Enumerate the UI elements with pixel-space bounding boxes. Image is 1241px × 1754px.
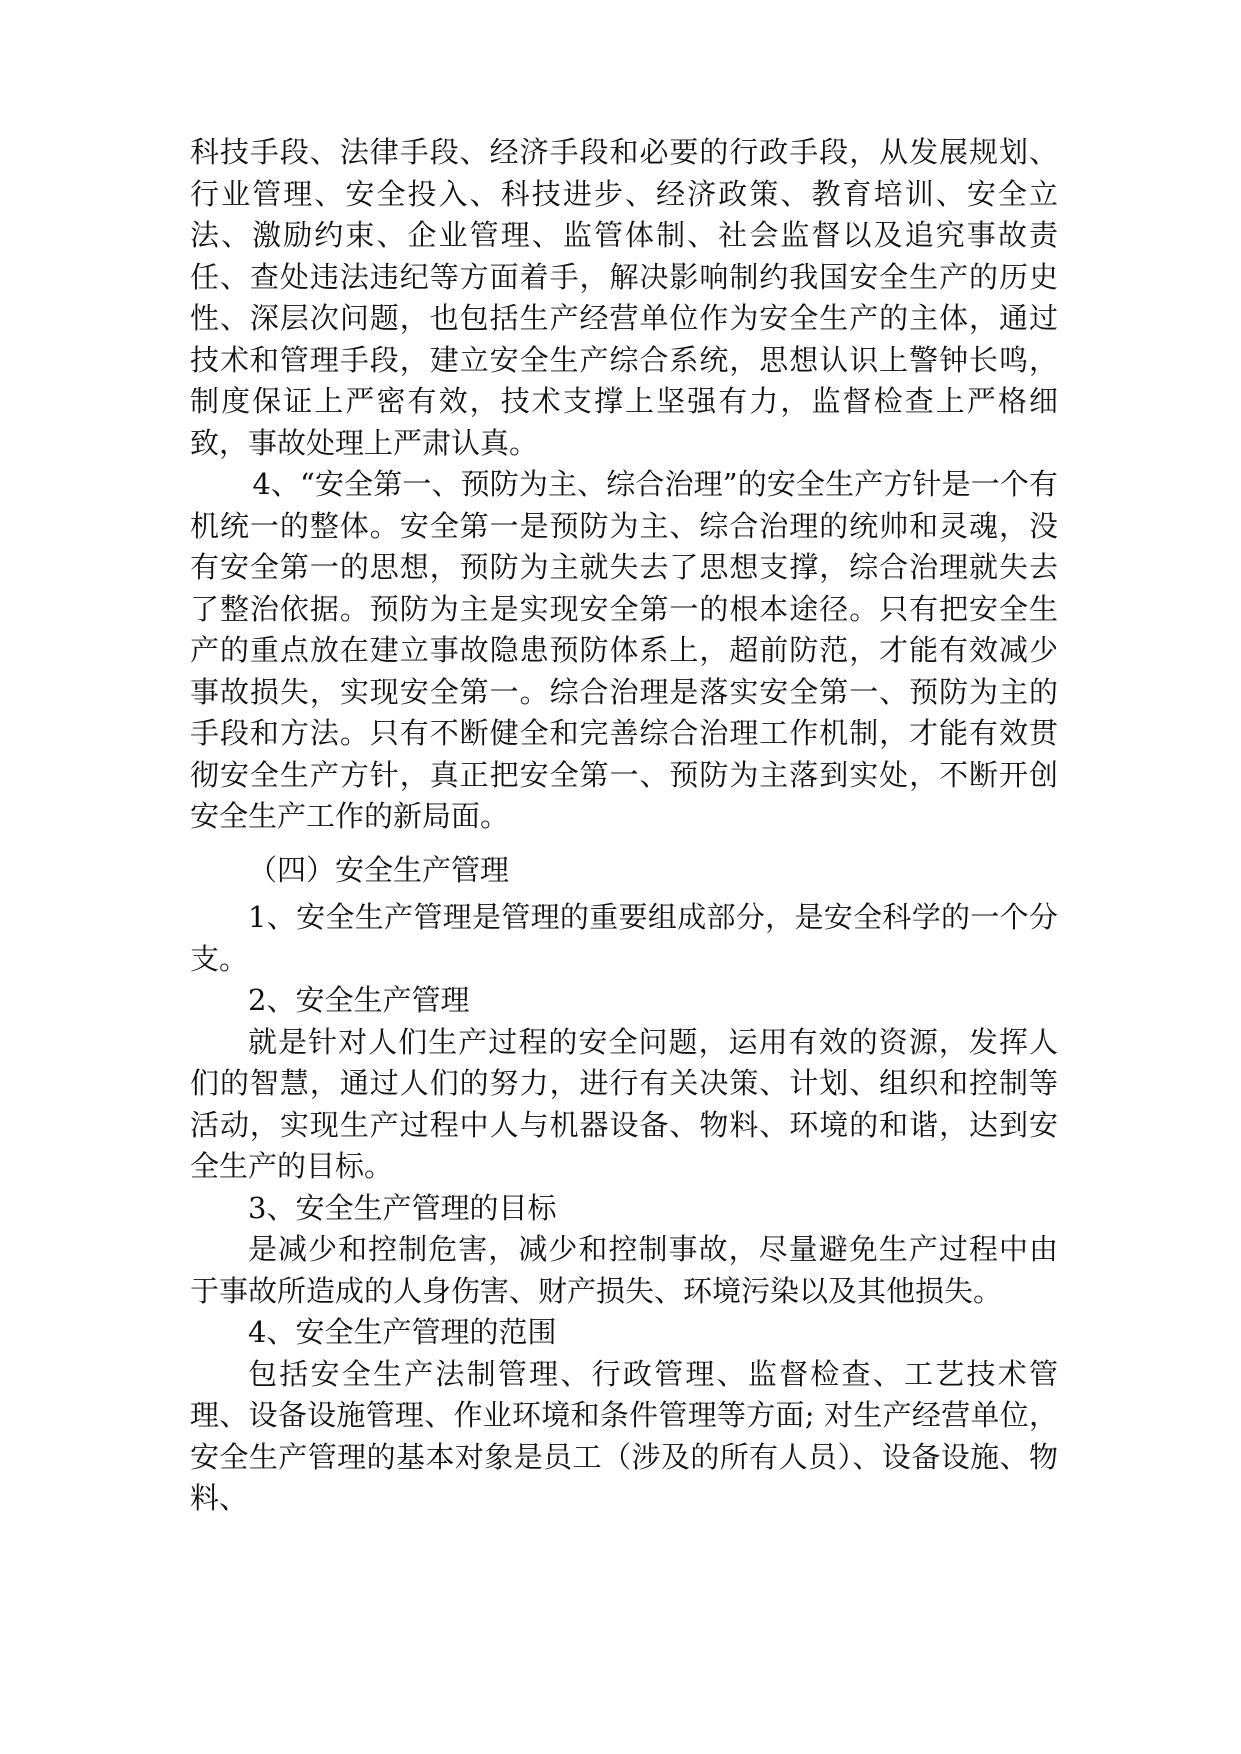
paragraph-policy-measures: 科技手段、法律手段、经济手段和必要的行政手段，从发展规划、行业管理、安全投入、科技进步、经济政策、教育培训、安全立法、激励约束、企业管理、监管体制、社会监督以及追究事故责任、查处违法违纪等方面着手，解决影响制约我国安全生产的历史性、深层次问题，也包括生产经营单位作为安全生产的主体，通过技术和管理手段，建立安全生产综合系统，思想认识上警钟长鸣，制度保证上严密有效，技术支撑上坚强有力，监督检查上严格细致，事故处理上严肃认真。 [190, 135, 1058, 460]
subheading-item-4: 4、安全生产管理的范围 [248, 1315, 557, 1349]
paragraph-item-4-body: 包括安全生产法制管理、行政管理、监督检查、工艺技术管理、设备设施管理、作业环境和条件管理等方面; 对生产经营单位，安全生产管理的基本对象是员工（涉及的所有人员）、设备设施、物料、 [190, 1356, 1058, 1515]
paragraph-item-1: 1、安全生产管理是管理的重要组成部分，是安全科学的一个分支。 [190, 900, 1058, 976]
section-heading-4: （四）安全生产管理 [248, 852, 510, 887]
paragraph-item-3-body: 是减少和控制危害，减少和控制事故，尽量避免生产过程中由于事故所造成的人身伤害、财产损失、环境污染以及其他损失。 [190, 1232, 1058, 1308]
subheading-item-3: 3、安全生产管理的目标 [248, 1190, 557, 1225]
subheading-item-2: 2、安全生产管理 [248, 983, 470, 1017]
document-body [190, 132, 1058, 1520]
paragraph-item-2-body: 就是针对人们生产过程的安全问题，运用有效的资源，发挥人们的智慧，通过人们的努力，进行有关决策、计划、组织和控制等活动，实现生产过程中人与机器设备、物料、环境的和谐，达到安全生产的目标。 [190, 1024, 1058, 1183]
paragraph-item-4-policy: 4、“安全第一、预防为主、综合治理”的安全生产方针是一个有机统一的整体。安全第一是预防为主、综合治理的统帅和灵魂，没有安全第一的思想，预防为主就失去了思想支撑，综合治理就失去了整治依据。预防为主是实现安全第一的根本途径。只有把安全生产的重点放在建立事故隐患预防体系上，超前防范，才能有效减少事故损失，实现安全第一。综合治理是落实安全第一、预防为主的手段和方法。只有不断健全和完善综合治理工作机制，才能有效贯彻安全生产方针，真正把安全第一、预防为主落到实处，不断开创安全生产工作的新局面。 [190, 467, 1058, 833]
